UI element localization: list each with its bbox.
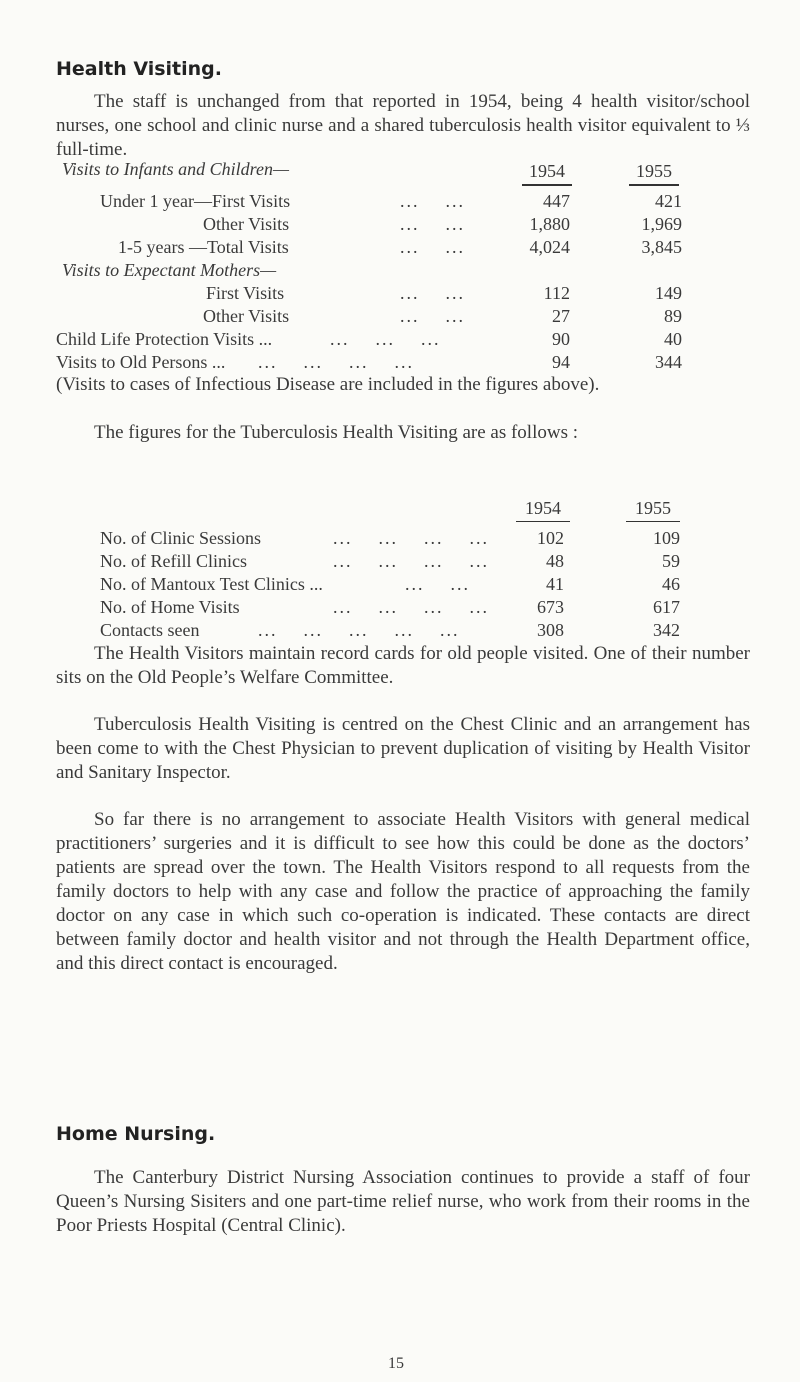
tb-intro-paragraph: The figures for the Tuberculosis Health Visiting are as follows : [94, 422, 578, 443]
page-number: 15 [388, 1355, 404, 1372]
table1-row: Other Visits ... ... 27 89 [203, 306, 682, 326]
table1-note: (Visits to cases of Infectious Disease are included in the figures above). [56, 374, 600, 395]
table1-row: 1-5 years —Total Visits ... ... 4,024 3,845 [118, 237, 682, 257]
table1-col-1955-rule [629, 184, 679, 186]
table2-row: Contacts seen ... ... ... ... ... 308 342 [100, 620, 680, 640]
section-heading-home-nursing: Home Nursing. [56, 1123, 216, 1145]
table2-row: No. of Home Visits ... ... ... ... 673 617 [100, 597, 680, 617]
section-heading-health-visiting: Health Visiting. [56, 58, 222, 80]
table1-row: First Visits ... ... 112 149 [206, 283, 682, 303]
paragraph-general-practitioners: So far there is no arrangement to associate Health Visitors with general medical practitioners’ surgeries and it is difficult to see how this could be done as the doctors’ patients are spread over the town. The Health Visitors respond to all requests from the family doctors to help with any case and follow the practice of approaching the family doctor on any case in which such co-operation is indicated. These contacts are direct between family doctor and health visitor and not through the Health Department office, and this direct contact is encouraged. [56, 809, 750, 974]
table2-col-1954-rule [516, 521, 570, 522]
table2-row: No. of Refill Clinics ... ... ... ... 48 59 [100, 551, 680, 571]
table2-col-1954: 1954 [525, 498, 561, 518]
table1-row: Child Life Protection Visits ... ... ... ... 90 40 [56, 329, 682, 349]
table1-col-1954-rule [522, 184, 572, 186]
paragraph-record-cards: The Health Visitors maintain record cards for old people visited. One of their number sits on the Old People’s Welfare Committee. [56, 643, 750, 688]
table2-col-1955: 1955 [635, 498, 671, 518]
paragraph-tb-visiting: Tuberculosis Health Visiting is centred on the Chest Clinic and an arrangement has been come to with the Chest Physician to prevent duplication of visiting by Health Visitor and Sanitary Inspector. [56, 714, 750, 783]
table2-row: No. of Mantoux Test Clinics ... ... ... 41 46 [100, 574, 680, 594]
intro-paragraph: The staff is unchanged from that reported in 1954, being 4 health visitor/school nurses, one school and clinic nurse and a shared tuberculosis health visitor equivalent to ⅓ full-time. [56, 91, 750, 160]
table1-subcaption: Visits to Expectant Mothers— [62, 260, 277, 280]
paragraph-home-nursing: The Canterbury District Nursing Association continues to provide a staff of four Queen’s Nursing Sisiters and one part-time relief nurse, who work from their rooms in the Poor Priests Hospital (Central Clinic). [56, 1167, 750, 1236]
table1-caption: Visits to Infants and Children— [62, 159, 290, 179]
table2-col-1955-rule [626, 521, 680, 522]
table1-row: Other Visits ... ... 1,880 1,969 [203, 214, 682, 234]
table1-row: Under 1 year—First Visits ... ... 447 421 [100, 191, 682, 211]
table1-col-1955: 1955 [636, 161, 672, 181]
table1-row: Visits to Old Persons ... ... ... ... ... 94 344 [56, 352, 682, 372]
table2-row: No. of Clinic Sessions ... ... ... ... 102 109 [100, 528, 680, 548]
table1-col-1954: 1954 [529, 161, 565, 181]
